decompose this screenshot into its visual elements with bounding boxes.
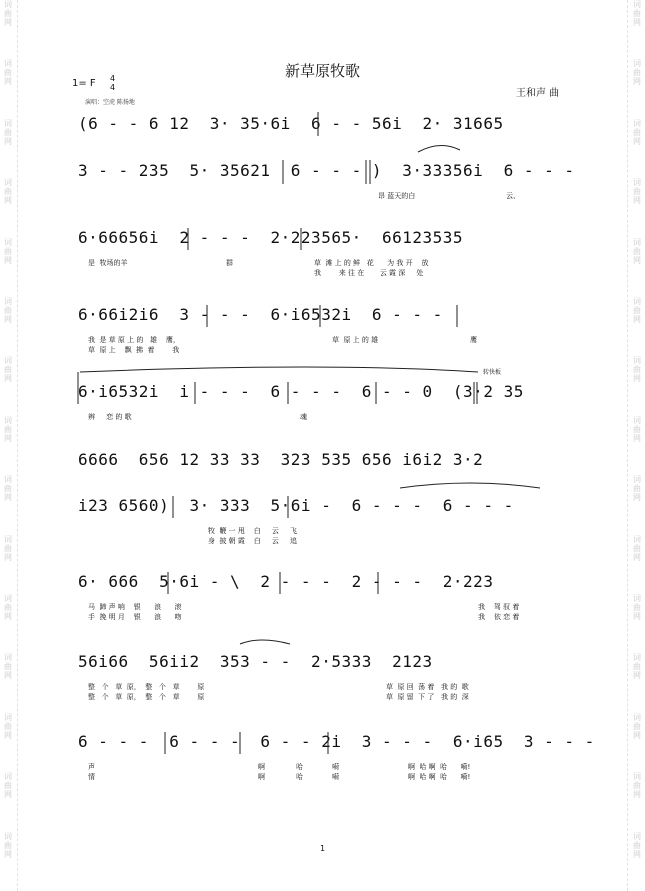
watermark-char: 词 [4, 297, 12, 307]
watermark-char: 网 [633, 552, 641, 562]
watermark-char: 曲 [633, 603, 641, 613]
watermark-char: 网 [4, 374, 12, 384]
watermark-char: 词 [4, 653, 12, 663]
lyric-segment: 云、 [506, 192, 520, 200]
watermark-char: 网 [4, 255, 12, 265]
watermark-char: 曲 [4, 840, 12, 850]
watermark-char: 词 [4, 118, 12, 128]
watermark-char: 网 [4, 196, 12, 206]
notation-line: 3 - - 235 5· 35621 6 - - - ) 3·33356i 6 - - - [78, 161, 575, 180]
watermark-char: 网 [633, 493, 641, 503]
watermark-char: 词 [4, 831, 12, 841]
watermark-char: 词 [633, 59, 641, 69]
watermark-char: 网 [633, 374, 641, 384]
watermark-char: 网 [633, 849, 641, 859]
watermark-char: 词 [633, 0, 641, 9]
lyric-segment: 群 [226, 259, 233, 267]
watermark-char: 词 [633, 712, 641, 722]
notation-line: 56i66 56ii2 353 - - 2·5333 2123 [78, 652, 433, 671]
watermark-char: 曲 [4, 662, 12, 672]
watermark-char: 网 [633, 196, 641, 206]
watermark-char: 词 [633, 356, 641, 366]
watermark-char: 曲 [4, 127, 12, 137]
notation-line: 6· 666 5·6i - \ 2 - - - 2 - - - 2·223 [78, 572, 494, 591]
lyric-segment: 鹰 [470, 336, 477, 344]
watermark-char: 曲 [4, 9, 12, 18]
lyric-segment: 牧 鞭 一 甩 白 云 飞 [208, 527, 298, 535]
watermark-char: 曲 [4, 365, 12, 375]
watermark-char: 曲 [633, 187, 641, 197]
watermark-char: 词 [4, 237, 12, 247]
lyric-segment: 啊 哈 啊 哈 嗬! [408, 773, 471, 781]
lyric-segment: 声 [88, 763, 95, 771]
tempo-mark: 转快板 [483, 369, 502, 376]
watermark-char: 词 [633, 297, 641, 307]
lyric-segment: 啊 哈 嗬 [258, 773, 340, 781]
watermark-char: 词 [633, 772, 641, 782]
watermark-char: 曲 [633, 9, 641, 18]
watermark-char: 曲 [4, 543, 12, 553]
watermark-char: 曲 [4, 306, 12, 316]
watermark-char: 网 [4, 612, 12, 622]
watermark-char: 曲 [633, 127, 641, 137]
watermark-char: 网 [633, 255, 641, 265]
watermark-char: 曲 [633, 781, 641, 791]
watermark-char: 词 [4, 0, 12, 9]
watermark-char: 曲 [633, 306, 641, 316]
lyric-segment: 啊 哈 嗬 [258, 763, 340, 771]
watermark-char: 词 [4, 356, 12, 366]
lyric-segment: 辨 恋 的 歌 [88, 413, 132, 421]
lyric-segment: 草 原 回 荡 着 我 的 歌 [386, 683, 469, 691]
watermark-char: 网 [4, 671, 12, 681]
watermark-char: 词 [4, 594, 12, 604]
lyric-segment: 魂 [300, 413, 307, 421]
song-title: 新草原牧歌 [284, 62, 360, 80]
watermark-char: 曲 [4, 68, 12, 78]
notation-line: i23 6560) 3· 333 5·6i - 6 - - - 6 - - - [78, 496, 514, 515]
notation-line: 6 - - - 6 - - - 6 - - 2i 3 - - - 6·i65 3 - - - [78, 732, 595, 751]
watermark-char: 曲 [633, 662, 641, 672]
lyric-segment: 草 滩 上 的 鲜 花 为 我 开 放 [314, 259, 429, 267]
watermark-char: 词 [633, 178, 641, 188]
notation-line: 6666 656 12 33 33 323 535 656 i6i2 3·2 [78, 450, 484, 469]
watermark-char: 网 [4, 77, 12, 87]
lyric-segment: 草 原 上 飘 拂 着 我 [88, 346, 180, 354]
watermark-char: 词 [633, 415, 641, 425]
watermark-char: 曲 [4, 424, 12, 434]
watermark-char: 网 [633, 77, 641, 87]
watermark-char: 曲 [4, 246, 12, 256]
watermark-char: 网 [4, 849, 12, 859]
watermark-char: 词 [4, 534, 12, 544]
watermark-char: 曲 [633, 840, 641, 850]
watermark-char: 网 [4, 552, 12, 562]
watermark-char: 网 [633, 315, 641, 325]
watermark-char: 网 [633, 18, 641, 27]
notation-line: 6·66656i 2 - - - 2·223565· 66123535 [78, 228, 464, 247]
watermark-char: 曲 [633, 365, 641, 375]
watermark-char: 网 [4, 790, 12, 800]
watermark-char: 词 [4, 772, 12, 782]
notation-line: (6 - - 6 12 3· 35·6i 6 - - 56i 2· 31665 [78, 114, 504, 133]
watermark-char: 词 [633, 831, 641, 841]
watermark-char: 词 [633, 475, 641, 485]
watermark-char: 词 [633, 237, 641, 247]
watermark-char: 词 [633, 118, 641, 128]
watermark-char: 词 [4, 415, 12, 425]
lyric-segment: 我 是 草 原 上 的 雄 鹰， [88, 336, 180, 344]
watermark-char: 曲 [633, 543, 641, 553]
watermark-char: 曲 [633, 424, 641, 434]
performer-credit: 演唱：空虎 陈扬地 [85, 99, 135, 106]
watermark-char: 词 [633, 653, 641, 663]
watermark-char: 网 [633, 612, 641, 622]
watermark-char: 词 [4, 475, 12, 485]
watermark-char: 曲 [4, 187, 12, 197]
composer-credit: 王和声 曲 [516, 88, 560, 99]
watermark-char: 网 [633, 433, 641, 443]
watermark-char: 网 [633, 136, 641, 146]
lyric-segment: 马 蹄 声 响 银 浪 滚 [88, 603, 182, 611]
lyric-segment: 草 原 留 下 了 我 的 深 [386, 693, 469, 701]
page-number: 1 [319, 844, 326, 853]
lyric-segment: 我 驾 驭 着 [478, 603, 520, 611]
watermark-char: 曲 [633, 721, 641, 731]
notation-line: 6·i6532i i - - - 6 - - - 6 - - 0 (3·2 35 [78, 382, 524, 401]
watermark-char: 曲 [4, 721, 12, 731]
lyric-segment: 整 个 草 原， 整 个 草 原 [88, 683, 205, 691]
lyric-segment: 是 牧场的羊 [88, 259, 128, 267]
watermark-char: 词 [4, 712, 12, 722]
watermark-char: 网 [4, 493, 12, 503]
lyric-segment: 草 原 上 的 雄 [332, 336, 379, 344]
watermark-char: 词 [4, 178, 12, 188]
lyric-segment: 昂 蓝天的白 [378, 192, 416, 200]
watermark-char: 网 [4, 18, 12, 27]
watermark-char: 曲 [633, 484, 641, 494]
watermark-char: 曲 [4, 603, 12, 613]
watermark-char: 网 [4, 730, 12, 740]
watermark-char: 曲 [4, 484, 12, 494]
watermark-char: 网 [633, 671, 641, 681]
key-signature: 1= F [72, 78, 96, 89]
lyric-segment: 我 来 往 在 云 霞 深 处 [314, 269, 424, 277]
watermark-char: 网 [633, 790, 641, 800]
watermark-char: 曲 [633, 68, 641, 78]
watermark-char: 曲 [4, 781, 12, 791]
watermark-char: 网 [4, 433, 12, 443]
time-sig-numerator: 4 [110, 74, 116, 83]
watermark-char: 词 [4, 59, 12, 69]
lyric-segment: 啊 哈 啊 哈 嗬! [408, 763, 471, 771]
watermark-char: 词 [633, 594, 641, 604]
lyric-segment: 整 个 草 原， 整 个 草 原 [88, 693, 205, 701]
watermark-char: 网 [4, 136, 12, 146]
notation-line: 6·66i2i6 3 - - - 6·i6532i 6 - - - [78, 305, 443, 324]
lyric-segment: 情 [88, 773, 95, 781]
time-sig-denominator: 4 [110, 83, 116, 92]
watermark-char: 曲 [633, 246, 641, 256]
watermark-char: 网 [633, 730, 641, 740]
lyric-segment: 我 依 恋 着 [478, 613, 520, 621]
watermark-char: 词 [633, 534, 641, 544]
watermark-char: 网 [4, 315, 12, 325]
lyric-segment: 身 披 朝 霞 白 云 追 [208, 537, 298, 545]
lyric-segment: 手 挽 明 月 银 浪 吻 [88, 613, 182, 621]
